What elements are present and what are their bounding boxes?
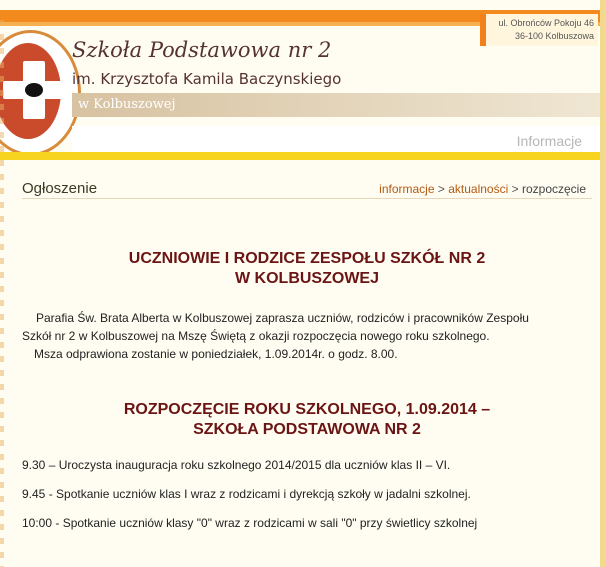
heading-line: UCZNIOWIE I RODZICE ZESPOŁU SZKÓŁ NR 2 xyxy=(128,250,486,267)
school-logo[interactable] xyxy=(0,30,81,156)
address-city: 36-100 Kolbuszowa xyxy=(514,31,594,41)
text-line: Szkół nr 2 w Kolbuszowej na Mszę Świętą z okazji rozpoczęcia nowego roku szkolnego. xyxy=(22,329,490,343)
announcement-1 xyxy=(22,249,592,363)
main-content xyxy=(22,160,592,543)
heading-line: W KOLBUSZOWEJ xyxy=(235,270,379,287)
logo-center xyxy=(25,83,43,97)
schedule-item: 10:00 - Spotkanie uczniów klasy "0" wraz z rodzicami w sali "0" przy świetlicy szkolnej xyxy=(22,516,478,530)
school-name: Szkoła Podstawowa nr 2 xyxy=(72,38,332,62)
breadcrumb-separator: > xyxy=(511,182,519,196)
announcement-2 xyxy=(22,400,592,532)
heading-line: SZKOŁA PODSTAWOWA NR 2 xyxy=(193,421,421,438)
breadcrumb-current: rozpoczęcie xyxy=(521,182,586,196)
announcement-1-heading xyxy=(22,249,592,289)
announcement-2-heading xyxy=(22,400,592,440)
breadcrumb-separator: > xyxy=(437,182,445,196)
text-line: Parafia Św. Brata Alberta w Kolbuszowej zaprasza uczniów, rodziców i pracowników Zespołu xyxy=(36,311,529,325)
yellow-divider xyxy=(0,152,600,160)
left-edge-pattern xyxy=(0,20,4,567)
schedule-item: 9.30 – Uroczysta inauguracja roku szkolnego 2014/2015 dla uczniów klas II – VI. xyxy=(22,458,451,472)
page-header xyxy=(22,160,592,199)
breadcrumb-aktualnosci[interactable]: aktualności xyxy=(448,182,509,196)
announcement-1-text xyxy=(22,309,592,363)
schedule-list xyxy=(22,456,592,532)
address-street: ul. Obrońców Pokoju 46 xyxy=(498,18,594,28)
section-title: Informacje xyxy=(516,133,582,149)
page-title: Ogłoszenie xyxy=(22,180,98,197)
school-patron: im. Krzysztofa Kamila Baczynskiego xyxy=(72,70,342,88)
heading-line: ROZPOCZĘCIE ROKU SZKOLNEGO, 1.09.2014 – xyxy=(123,401,491,418)
school-town: w Kolbuszowej xyxy=(78,97,176,112)
school-address xyxy=(480,14,598,46)
breadcrumb xyxy=(379,182,586,196)
schedule-item: 9.45 - Spotkanie uczniów klas I wraz z rodzicami i dyrekcją szkoły w jadalni szkolnej. xyxy=(22,487,471,501)
text-line: Msza odprawiona zostanie w poniedziałek, 1.09.2014r. o godz. 8.00. xyxy=(34,347,398,361)
breadcrumb-informacje[interactable]: informacje xyxy=(379,182,435,196)
